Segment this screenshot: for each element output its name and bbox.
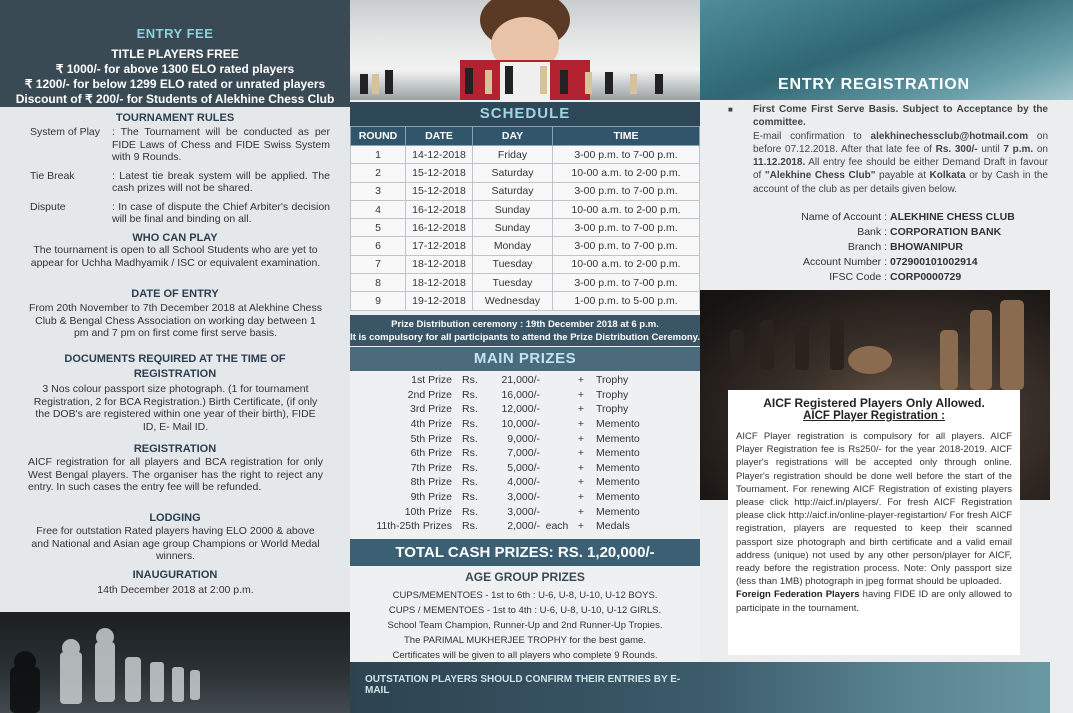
entry-fee-line: ₹ 1200/- for below 1299 ELO rated or unrated players — [24, 77, 326, 91]
account-key: IFSC Code : — [829, 271, 887, 283]
reg-text-part: on before 07.12.2018. After that late fee of — [753, 130, 1049, 155]
date-cell: 15-12-2018 — [406, 164, 473, 182]
date-cell: 19-12-2018 — [406, 292, 473, 310]
who-can-play-text: The tournament is open to all School Students who are yet to appear for Uchha Madhyamik / ISC or equivalent examination. — [30, 244, 321, 269]
age-group-line: The PARIMAL MUKHERJEE TROPHY for the best game. — [404, 635, 646, 646]
list-item — [378, 490, 678, 505]
prize-currency: Rs. — [462, 388, 478, 401]
prize-plus: + — [577, 505, 585, 518]
list-item — [378, 446, 678, 461]
entry-fee-title: ENTRY FEE — [136, 26, 214, 41]
prize-plus: + — [577, 388, 585, 401]
prize-amount: 4,000/- — [507, 476, 540, 489]
account-key: Account Number : — [802, 256, 887, 268]
registration-text: AICF registration for all players and BCA registration for only West Bengal players. The organiser has the right to reject any entry. In such cases the entry fee will be refunded. — [28, 456, 323, 493]
prize-amount: 9,000/- — [507, 432, 540, 445]
date-cell: 18-12-2018 — [406, 274, 473, 292]
prize-plus: + — [577, 374, 585, 387]
bank-account-details — [700, 210, 1073, 285]
account-row — [700, 240, 1073, 255]
prize-currency: Rs. — [462, 491, 478, 504]
prize-award: Memento — [596, 461, 640, 474]
rule-label: Tie Break — [30, 169, 75, 182]
list-item — [378, 475, 678, 490]
round-cell: 9 — [351, 292, 406, 310]
schedule-header-row — [351, 127, 700, 146]
prize-amount: 3,000/- — [507, 505, 540, 518]
time-cell: 10-00 a.m. to 2-00 p.m. — [553, 255, 700, 273]
date-cell: 18-12-2018 — [406, 255, 473, 273]
late-time: 7 p.m. — [1003, 143, 1034, 155]
date-cell: 14-12-2018 — [406, 146, 473, 164]
entry-fee-line: ₹ 1000/- for above 1300 ELO rated players — [55, 62, 295, 76]
ceremony-banner — [350, 315, 700, 346]
rule-item — [30, 126, 330, 164]
inauguration-text: 14th December 2018 at 2:00 p.m. — [97, 584, 254, 596]
round-cell: 2 — [351, 164, 406, 182]
lodging-text: Free for outstation Rated players having ELO 2000 & above and National and Asian age group Champions or World Medal winners. — [31, 525, 320, 562]
prize-award: Memento — [596, 505, 640, 518]
date-of-entry-title: DATE OF ENTRY — [131, 288, 219, 300]
time-cell: 1-00 p.m. to 5-00 p.m. — [553, 292, 700, 310]
prize-plus: + — [577, 476, 585, 489]
list-item — [378, 373, 678, 388]
prize-rank: 6th Prize — [410, 447, 452, 460]
boy-chess-photo — [350, 0, 700, 100]
account-key: Branch : — [847, 241, 887, 253]
prize-currency: Rs. — [462, 447, 478, 460]
time-cell: 3-00 p.m. to 7-00 p.m. — [553, 146, 700, 164]
prize-amount: 12,000/- — [501, 403, 540, 416]
account-value: 072900101002914 — [890, 256, 978, 268]
prize-currency: Rs. — [462, 403, 478, 416]
entry-fee-box — [0, 0, 350, 107]
reg-text-part: All entry fee should be either Demand Draft in favour of — [753, 157, 1048, 182]
age-group-line: CUPS / MEMENTOES - 1st to 4th : U-6, U-8, U-10, U-12 GIRLS. — [388, 605, 662, 616]
who-can-play-title: WHO CAN PLAY — [132, 232, 218, 244]
reg-text-part: on — [1033, 143, 1048, 155]
prize-amount: 16,000/- — [501, 388, 540, 401]
prize-rank: 1st Prize — [411, 374, 452, 387]
aicf-title: AICF Registered Players Only Allowed. — [763, 396, 985, 410]
foreign-federation-text: having FIDE ID are only allowed to participate in the tournament. — [736, 589, 1013, 614]
list-item — [378, 461, 678, 476]
list-item — [378, 504, 678, 519]
prize-amount: 3,000/- — [507, 491, 540, 504]
account-key: Bank : — [857, 226, 887, 238]
account-row — [700, 270, 1073, 285]
tournament-rules-title: TOURNAMENT RULES — [115, 112, 235, 124]
inauguration-title: INAUGURATION — [132, 569, 218, 581]
day-cell: Tuesday — [473, 255, 553, 273]
rules-list — [30, 126, 330, 232]
table-row — [351, 164, 700, 182]
entry-registration-title: ENTRY REGISTRATION — [778, 76, 970, 93]
date-cell: 15-12-2018 — [406, 182, 473, 200]
account-value: ALEKHINE CHESS CLUB — [890, 211, 1015, 223]
date-of-entry-text: From 20th November to 7th December 2018 at Alekhine Chess Club & Bengal Chess Association on working day between 1 pm and 7 pm on first come first serve basis. — [29, 302, 322, 339]
prize-rank: 8th Prize — [410, 476, 452, 489]
payable-city: Kolkata — [929, 170, 966, 182]
rule-text: : In case of dispute the Chief Arbiter's decision will be final and binding on all. — [112, 200, 330, 225]
prize-award: Memento — [596, 476, 640, 489]
table-row — [351, 274, 700, 292]
middle-panel — [350, 0, 700, 713]
rule-text: : Latest tie break system will be applied. The cash prizes will not be shared. — [112, 169, 330, 194]
reg-text-part: payable at — [875, 170, 930, 182]
table-row — [351, 146, 700, 164]
day-cell: Saturday — [473, 182, 553, 200]
prize-each: each — [545, 520, 569, 533]
registration-title: REGISTRATION — [133, 443, 217, 455]
day-cell: Sunday — [473, 219, 553, 237]
schedule-title: SCHEDULE — [350, 102, 700, 126]
prize-award: Memento — [596, 447, 640, 460]
account-row — [700, 225, 1073, 240]
reg-text-part: until — [977, 143, 1004, 155]
list-item — [378, 417, 678, 432]
age-group-line: CUPS/MEMENTOES - 1st to 6th : U-6, U-8, U-10, U-12 BOYS. — [392, 590, 658, 601]
rule-label: System of Play — [30, 126, 101, 138]
prize-plus: + — [577, 432, 585, 445]
round-cell: 4 — [351, 200, 406, 218]
foreign-federation-label: Foreign Federation Players — [736, 589, 860, 601]
prize-award: Memento — [596, 418, 640, 431]
account-row — [700, 210, 1073, 225]
round-cell: 1 — [351, 146, 406, 164]
prize-rank: 7th Prize — [410, 461, 452, 474]
chess-pieces-image — [0, 612, 350, 713]
day-cell: Friday — [473, 146, 553, 164]
schedule-col-date: DATE — [406, 127, 473, 146]
prize-list — [378, 373, 678, 534]
ceremony-line: Prize Distribution ceremony : 19th December 2018 at 6 p.m. — [391, 319, 659, 330]
age-group-title: AGE GROUP PRIZES — [465, 570, 585, 584]
right-footer-banner — [700, 662, 1050, 713]
rule-label: Dispute — [30, 200, 66, 213]
entry-registration-banner — [700, 0, 1073, 100]
table-row — [351, 237, 700, 255]
email-address: alekhinechessclub@hotmail.com — [870, 130, 1029, 142]
time-cell: 3-00 p.m. to 7-00 p.m. — [553, 219, 700, 237]
prize-plus: + — [577, 447, 585, 460]
aicf-foreign-note — [736, 588, 1012, 614]
documents-text: 3 Nos colour passport size photograph. (1 for tournament Registration, 2 for BCA Registration.) Birth Certificate, (if only the DOB's are registered within one year of their birth), FIDE ID, E- Mail ID. — [33, 383, 318, 433]
prize-rank: 2nd Prize — [407, 388, 452, 401]
rule-text: : The Tournament will be conducted as per FIDE Laws of Chess and FIDE Swiss System with 9 Rounds. — [112, 126, 330, 163]
time-cell: 3-00 p.m. to 7-00 p.m. — [553, 274, 700, 292]
time-cell: 10-00 a.m. to 2-00 p.m. — [553, 164, 700, 182]
prize-amount: 10,000/- — [501, 418, 540, 431]
rule-item — [30, 201, 330, 226]
main-prizes-title: MAIN PRIZES — [350, 347, 700, 371]
entry-fee-line: TITLE PLAYERS FREE — [111, 47, 239, 61]
day-cell: Tuesday — [473, 274, 553, 292]
late-fee: Rs. 300/- — [935, 143, 978, 155]
round-cell: 8 — [351, 274, 406, 292]
prize-plus: + — [577, 403, 585, 416]
time-cell: 10-00 a.m. to 2-00 p.m. — [553, 200, 700, 218]
account-value: CORPORATION BANK — [890, 226, 1002, 238]
day-cell: Saturday — [473, 164, 553, 182]
boy-chess-illustration — [350, 0, 700, 100]
chess-pieces-illustration — [0, 612, 350, 713]
date-cell: 17-12-2018 — [406, 237, 473, 255]
rule-item — [30, 170, 330, 195]
date-cell: 16-12-2018 — [406, 200, 473, 218]
account-key: Name of Account : — [801, 211, 887, 223]
payee-name: "Alekhine Chess Club" — [764, 170, 876, 182]
prize-amount: 7,000/- — [507, 447, 540, 460]
prize-currency: Rs. — [462, 505, 478, 518]
schedule-col-time: TIME — [553, 127, 700, 146]
left-panel — [0, 0, 350, 713]
table-row — [351, 255, 700, 273]
day-cell: Monday — [473, 237, 553, 255]
table-row — [351, 292, 700, 310]
prize-plus: + — [577, 520, 585, 533]
prize-award: Trophy — [596, 403, 629, 416]
prize-rank: 5th Prize — [410, 432, 452, 445]
prize-currency: Rs. — [462, 520, 478, 533]
table-row — [351, 200, 700, 218]
schedule-col-round: ROUND — [351, 127, 406, 146]
account-row — [700, 255, 1073, 270]
prize-currency: Rs. — [462, 461, 478, 474]
lodging-title: LODGING — [149, 512, 201, 524]
round-cell: 5 — [351, 219, 406, 237]
age-group-list — [360, 588, 690, 663]
table-row — [351, 182, 700, 200]
prize-currency: Rs. — [462, 374, 478, 387]
reg-text-part: E-mail confirmation to — [753, 130, 871, 142]
entry-fee-line: Discount of ₹ 200/- for Students of Alekhine Chess Club — [15, 92, 335, 106]
prize-currency: Rs. — [462, 476, 478, 489]
account-value: CORP0000729 — [890, 271, 962, 283]
day-cell: Wednesday — [473, 292, 553, 310]
reg-text-part: or by Cash in the account of the club as per details given below. — [753, 170, 1049, 195]
footer-text: OUTSTATION PLAYERS SHOULD CONFIRM THEIR ENTRIES BY E-MAIL — [365, 674, 681, 696]
round-cell: 3 — [351, 182, 406, 200]
prize-plus: + — [577, 461, 585, 474]
footer-banner — [350, 662, 700, 713]
round-cell: 6 — [351, 237, 406, 255]
documents-title-2: REGISTRATION — [133, 368, 217, 380]
aicf-subtitle: AICF Player Registration : — [803, 410, 945, 422]
prize-rank: 9th Prize — [410, 491, 452, 504]
documents-title: DOCUMENTS REQUIRED AT THE TIME OF — [64, 353, 286, 365]
prize-amount: 2,000/- — [507, 520, 540, 533]
prize-rank: 4th Prize — [410, 418, 452, 431]
time-cell: 3-00 p.m. to 7-00 p.m. — [553, 237, 700, 255]
total-cash-prizes: TOTAL CASH PRIZES: RS. 1,20,000/- — [350, 539, 700, 566]
prize-plus: + — [577, 418, 585, 431]
prize-amount: 21,000/- — [501, 374, 540, 387]
prize-award: Medals — [596, 520, 630, 533]
day-cell: Sunday — [473, 200, 553, 218]
late-date: 11.12.2018. — [753, 157, 806, 169]
prize-rank: 3rd Prize — [409, 403, 452, 416]
entry-registration-text — [728, 103, 1048, 196]
registration-basis: First Come First Serve Basis. Subject to Acceptance by the committee. — [753, 104, 1048, 129]
right-panel — [700, 0, 1073, 713]
list-item — [378, 431, 678, 446]
prize-award: Memento — [596, 491, 640, 504]
ceremony-line: It is compulsory for all participants to attend the Prize Distribution Ceremony. — [350, 332, 700, 343]
list-item — [378, 402, 678, 417]
list-item — [378, 388, 678, 403]
age-group-line: School Team Champion, Runner-Up and 2nd Runner-Up Tropies. — [387, 620, 663, 631]
schedule-col-day: DAY — [473, 127, 553, 146]
time-cell: 3-00 p.m. to 7-00 p.m. — [553, 182, 700, 200]
list-item — [378, 519, 678, 534]
aicf-registration-box — [728, 390, 1020, 655]
aicf-text: AICF Player registration is compulsory for all players. AICF Player Registration fee is Rs250/- for the year 2018-2019. AICF player's registrations will be accepted only through online. Player's registration should be done well before the start of the Tournament. For renewing AICF Registration of existing players please click http://aicf.in/players/. For fresh AICF Registration please click http://aicf.in/online-player-registartion/ For fresh AICF registration, players are requested to keep their scanned passport size photograph and birth certificate and a valid email address (unique) not used by any other person/player for AICF, ready before the registration process. Note: Only passport size (less than 1MB) photograph in jpeg format should be uploaded. — [736, 431, 1012, 588]
account-value: BHOWANIPUR — [890, 241, 963, 253]
prize-plus: + — [577, 491, 585, 504]
table-row — [351, 219, 700, 237]
prize-award: Trophy — [596, 374, 629, 387]
date-cell: 16-12-2018 — [406, 219, 473, 237]
prize-rank: 10th Prize — [404, 505, 452, 518]
prize-award: Trophy — [596, 388, 629, 401]
age-group-line: Certificates will be given to all players who complete 9 Rounds. — [392, 650, 658, 661]
prize-currency: Rs. — [462, 418, 478, 431]
prize-amount: 5,000/- — [507, 461, 540, 474]
bullet-icon: ■ — [728, 105, 733, 114]
prize-award: Memento — [596, 432, 640, 445]
schedule-table — [350, 126, 700, 311]
prize-rank: 11th-25th Prizes — [376, 520, 452, 533]
round-cell: 7 — [351, 255, 406, 273]
prize-currency: Rs. — [462, 432, 478, 445]
